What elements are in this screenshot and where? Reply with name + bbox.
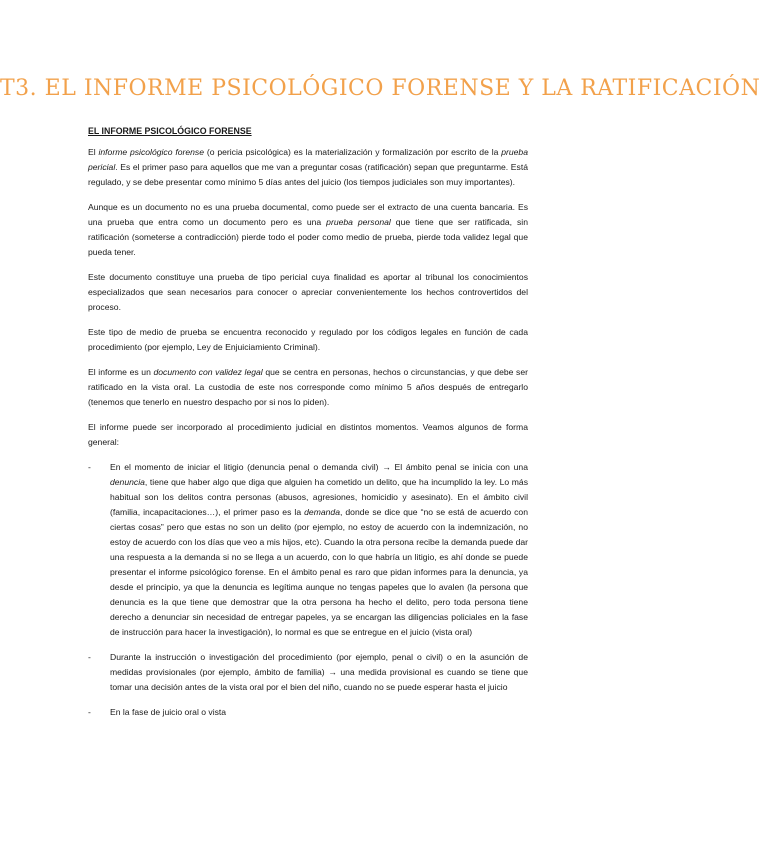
list-item: - Durante la instrucción o investigación del procedimiento (por ejemplo, penal o civil) o en la asunción de medidas provisionales (por ejemplo, ámbito de familia) → una medida provisional es cuando se tiene que tomar una decisión antes de la vista oral por el bien del niño, cuando no se puede esperar hasta el juicio xyxy=(88,652,528,692)
list-item: - En la fase de juicio oral o vista xyxy=(88,705,528,720)
paragraph-purpose: Este documento constituye una prueba de tipo pericial cuya finalidad es aportar al tribunal los conocimientos especializados que sean necesarios para conocer o apreciar convenientemente los hechos controvertidos del proceso. xyxy=(88,272,528,312)
paragraph-definition: El informe psicológico forense (o pericia psicológica) es la materialización y formalización por escrito de la prueba pericial. Es el primer paso para aquellos que me van a preguntar cosas (ratificación) sepan que preguntarme. Está regulado, y se debe presentar como mínimo 5 días antes del juicio (los tiempos judiciales son muy importantes). xyxy=(88,147,528,187)
paragraph-moments: El informe puede ser incorporado al procedimiento judicial en distintos momentos. Veamos algunos de forma general: xyxy=(88,422,528,447)
paragraph-legal-validity: El informe es un documento con validez legal que se centra en personas, hechos o circunstancias, y que debe ser ratificado en la vista oral. La custodia de este nos corresponde como mínimo 5 años después de entregarlo (tenemos que tenerlo en nuestro despacho por si nos lo piden). xyxy=(88,367,528,407)
document-title: T3. EL INFORME PSICOLÓGICO FORENSE Y LA RATIFICACIÓN xyxy=(0,76,760,101)
bullet-dash: - xyxy=(88,462,91,472)
section-heading: EL INFORME PSICOLÓGICO FORENSE xyxy=(88,126,252,136)
bullet-dash: - xyxy=(88,707,91,717)
bullet-dash: - xyxy=(88,652,91,662)
paragraph-personal-evidence: Aunque es un documento no es una prueba documental, como puede ser el extracto de una cuenta bancaria. Es una prueba que entra como un documento pero es una prueba personal que tiene que ser ratificada, sin ratificación (someterse a contradicción) pierde todo el poder como medio de prueba, pierde toda validez legal que pueda tener. xyxy=(88,202,528,257)
document-body xyxy=(88,124,528,730)
list-item: - En el momento de iniciar el litigio (denuncia penal o demanda civil) → El ámbito penal se inicia con una denuncia, tiene que haber algo que diga que alguien ha cometido un delito, que ha incumplido la ley. Lo más habitual son los delitos contra personas (abusos, agresiones, homicidio y asesinato). En el ámbito civil (familia, incapacitaciones…), el primer paso es la demanda, donde se dice que “no se está de acuerdo con ciertas cosas” pero que estas no son un delito (por ejemplo, no estoy de acuerdo con la indemnización, no estoy de acuerdo con los días que veo a mis hijos, etc). Cuando la otra persona recibe la demanda puede dar una respuesta a la demanda si no se llega a un acuerdo, con lo que habría un litigio, es ahí donde se puede presentar el informe psicológico forense. En el ámbito penal es raro que pidan informes para la denuncia, ya desde el principio, ya que la denuncia es legítima aunque no tengas papeles que lo avalen (la persona que denuncia es la que tiene que demostrar que la otra persona ha hecho el delito, pero toda persona tiene derecho a denunciar sin necesidad de entregar papeles, ya se encargan las diligencias policiales en la fase de instrucción para hacer la investigación), lo normal es que se entregue en el juicio (vista oral) xyxy=(88,462,529,637)
paragraph-regulation: Este tipo de medio de prueba se encuentra reconocido y regulado por los códigos legales en función de cada procedimiento (por ejemplo, Ley de Enjuiciamiento Criminal). xyxy=(88,327,528,352)
moments-list xyxy=(88,460,528,720)
